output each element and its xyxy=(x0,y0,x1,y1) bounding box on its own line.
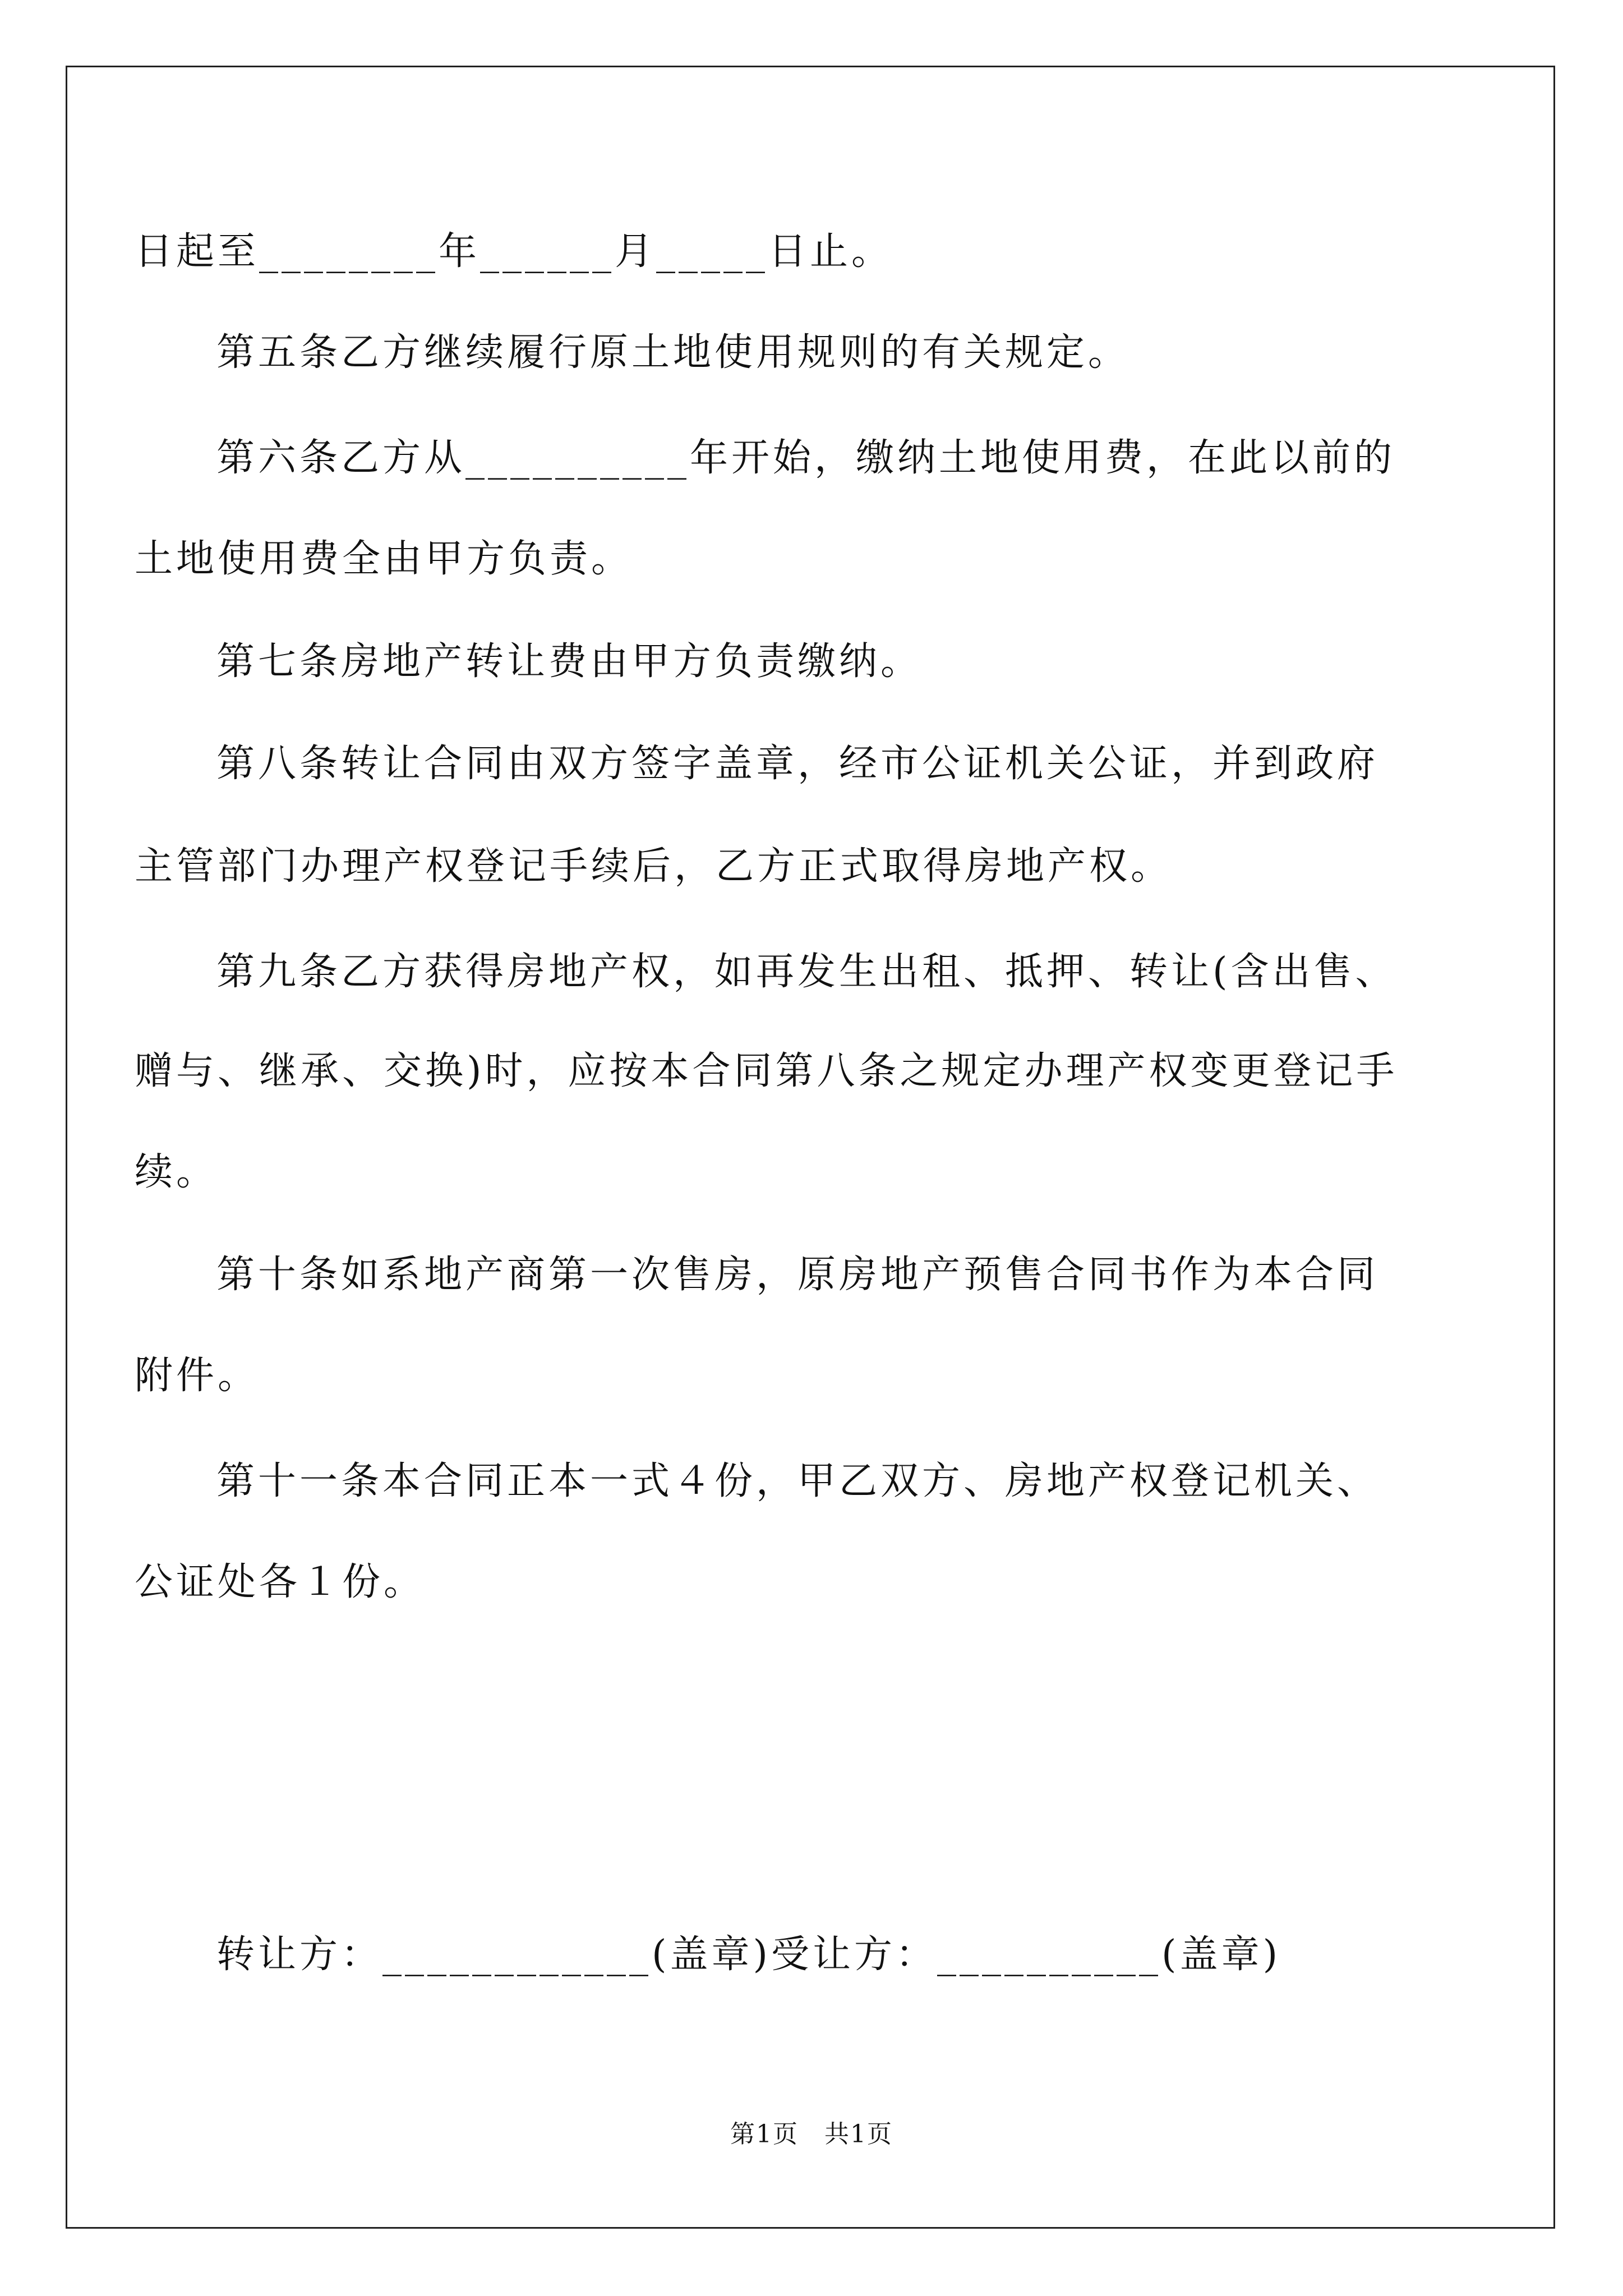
text-line: 附件。 xyxy=(135,1354,260,1398)
clause-10: 第十条如系地产商第一次售房，原房地产预售合同书作为本合同 xyxy=(216,1253,1379,1297)
text-line: 公证处各１份。 xyxy=(135,1560,426,1604)
text-line: 主管部门办理产权登记手续后，乙方正式取得房地产权。 xyxy=(135,844,1173,889)
clause-6: 第六条乙方从__________年开始，缴纳土地使用费，在此以前的 xyxy=(216,436,1396,480)
signature-line: 转让方：____________(盖章)受让方：__________(盖章) xyxy=(216,1932,1281,1977)
text-line: 续。 xyxy=(135,1150,218,1194)
clause-8: 第八条转让合同由双方签字盖章，经市公证机关公证，并到政府 xyxy=(216,742,1379,786)
clause-5: 第五条乙方继续履行原土地使用规则的有关规定。 xyxy=(216,330,1130,375)
page-border xyxy=(66,66,1555,2229)
text-line: 赠与、继承、交换)时，应按本合同第八条之规定办理产权变更登记手 xyxy=(135,1049,1398,1093)
text-line: 土地使用费全由甲方负责。 xyxy=(135,537,633,581)
clause-7: 第七条房地产转让费由甲方负责缴纳。 xyxy=(216,639,923,684)
text-line: 日起至________年______月_____日止。 xyxy=(135,229,893,274)
clause-9: 第九条乙方获得房地产权，如再发生出租、抵押、转让(含出售、 xyxy=(216,950,1397,994)
page-footer: 第1页 共1页 xyxy=(730,2120,893,2148)
clause-11: 第十一条本合同正本一式４份，甲乙双方、房地产权登记机关、 xyxy=(216,1459,1379,1503)
